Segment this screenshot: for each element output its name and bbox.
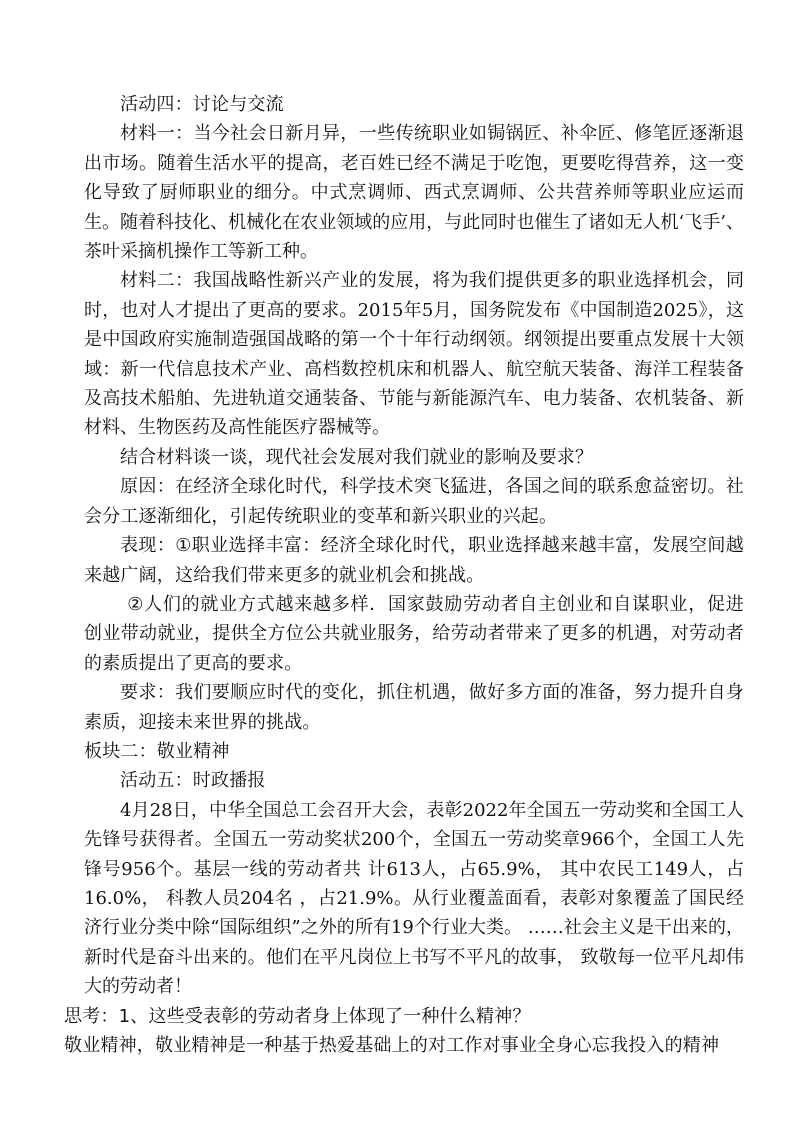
performance-one-paragraph: 表现：①职业选择丰富：经济全球化时代，职业选择越来越丰富，发展空间越来越广阔，这给我们带来更多的就业机会和挑战。 — [84, 535, 744, 586]
document-content — [64, 90, 744, 1060]
section-two-title: 板块二：敬业精神 — [84, 740, 230, 762]
activity-four-title: 活动四：讨论与交流 — [120, 94, 284, 115]
performance-two-paragraph: ②人们的就业方式越来越多样．国家鼓励劳动者自主创业和自谋职业，促进创业带动就业，提供全方位公共就业服务，给劳动者带来了更多的机遇，对劳动者的素质提出了更高的要求。 — [84, 593, 744, 674]
discussion-question: 结合材料谈一谈，现代社会发展对我们就业的影响及要求？ — [120, 446, 594, 468]
reason-paragraph: 原因：在经济全球化时代，科学技术突飞猛进，各国之间的联系愈益密切。社会分工逐渐细化，引起传统职业的变革和新兴职业的兴起。 — [84, 476, 744, 527]
activity-five-title: 活动五：时政播报 — [120, 770, 266, 792]
requirement-paragraph: 要求：我们要顺应时代的变化，抓住机遇，做好多方面的准备，努力提升自身素质，迎接未来世界的挑战。 — [84, 682, 744, 733]
think-question: 思考：1、这些受表彰的劳动者身上体现了一种什么精神？ — [64, 1005, 531, 1027]
material-one-paragraph: 材料一：当今社会日新月异，一些传统职业如锔锅匠、补伞匠、修笔匠逐渐退出市场。随着生活水平的提高，老百姓已经不满足于吃饱，更要吃得营养，这一变化导致了厨师职业的细分。中式烹调师、西式烹调师、公共营养师等职业应运而生。随着科技化、机械化在农业领域的应用，与此同时也催生了诸如无人机‘飞手’、茶叶采摘机操作工等新工种。 — [84, 123, 744, 263]
material-two-paragraph: 材料二：我国战略性新兴产业的发展，将为我们提供更多的职业选择机会，同时，也对人才提出了更高的要求。2015年5月，国务院发布《中国制造2025》，这是中国政府实施制造强国战略的第一个十年行动纲领。纲领提出要重点发展十大领域：新一代信息技术产业、高档数控机床和机器人、航空航天装备、海洋工程装备及高技术船舶、先进轨道交通装备、节能与新能源汽车、电力装备、农机装备、新材料、生物医药及高性能医疗器械等。 — [84, 270, 744, 439]
news-paragraph: 4月28日，中华全国总工会召开大会，表彰2022年全国五一劳动奖和全国工人先锋号获得者。全国五一劳动奖状200个，全国五一劳动奖章966个，全国工人先锋号956个。基层一线的劳动者共 计613人，占65.9%， 其中农民工149人，占16.0%， 科教人员204名 ，占21.9%。从行业覆盖面看，表彰对象覆盖了国民经济行业分类中除“国际组织”之外的所有19个行业大类。 ……社会主义是干出来的，新时代是奋斗出来的。他们在平凡岗位上书写不平凡的故事， 致敬每一位平凡却伟大的劳动者！ — [84, 799, 744, 998]
answer-paragraph: 敬业精神，敬业精神是一种基于热爱基础上的对工作对事业全身心忘我投入的精神 — [64, 1035, 720, 1056]
